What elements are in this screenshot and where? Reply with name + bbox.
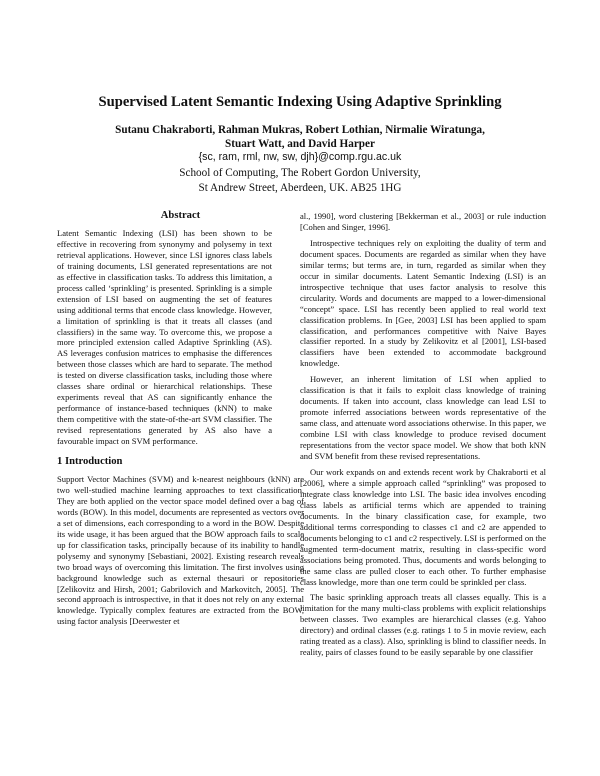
right-column <box>300 211 546 658</box>
affiliation-block <box>0 150 600 197</box>
abstract-text: Latent Semantic Indexing (LSI) has been shown to be effective in recovering from synonymy and polysemy in text retrieval applications. However, since LSI ignores class labels of training documents, LSI generated representations are not as effective in classification tasks. To address this limitation, a process called ‘sprinkling’ is presented. Sprinkling is a simple extension of LSI based on augmenting the set of features using additional terms that encode class knowledge. However, a limitation of sprinkling is that it treats all classes (and classifiers) in the same way. To overcome this, we propose a more principled extension called Adaptive Sprinkling (AS). AS leverages confusion matrices to emphasise the differences between those classes which are hard to separate. The method is tested on diverse classification tasks, including those where classes share ordinal or hierarchical relationships. These experiments reveal that AS can significantly enhance the performance of instance-based techniques (kNN) to make them competitive with the state-of-the-art SVM classifier. The revised representations generated by AS also have a favourable impact on SVM performance. <box>57 227 272 447</box>
intro-paragraph-1: Support Vector Machines (SVM) and k-nearest neighbours (kNN) are two well-studied machine learning approaches to text classification. They are both applied on the vector space model defined over a bag of words (BOW). In this model, documents are represented as vectors over a set of dimensions, each corresponding to a word in the BOW. Despite its wide usage, it has been argued that the BOW approach fails to scale up for classification tasks, principally because of its inability to handle polysemy and synonymy [Sebastiani, 2002]. Existing research reveals two broad ways of overcoming this limitation. The first involves using background knowledge such as external thesauri or repositories [Zelikovitz and Hirsh, 2001; Gabrilovich and Markovitch, 2005]. The second approach is introspective, in that it does not rely on any external knowledge. Typically complex features are extracted from the BOW, using factor analysis [Deerwester et <box>57 473 304 627</box>
intro-paragraph-5: The basic sprinkling approach treats all classes equally. This is a limitation for the many multi-class problems with explicit relationships between classes. Two examples are hierarchical classes (e.g. Yahoo directory) and ordinal classes (e.g. ratings 1 to 5 in movie review, each rating treated as a class). Also, sprinkling is blind to classifier needs. In reality, pairs of classes found to be easily separable by one classifier <box>300 592 546 658</box>
left-column <box>57 211 304 627</box>
affiliation-line-1: School of Computing, The Robert Gordon University, <box>179 166 421 179</box>
section-heading-introduction: 1 Introduction <box>57 456 123 468</box>
intro-paragraph-continued: al., 1990], word clustering [Bekkerman et al., 2003] or rule induction [Cohen and Singer, 1996]. <box>300 211 546 232</box>
author-emails: {sc, ram, rml, nw, sw, djh}@comp.rgu.ac.uk <box>198 151 402 163</box>
intro-paragraph-2: Introspective techniques rely on exploiting the duality of term and document spaces. Documents are regarded as similar when they have similar terms; but terms are, in turn, regarded as similar when they occur in similar documents. Latent Semantic Indexing (LSI) is an introspective technique that uses factor analysis to resolve this circularity. Words and documents are mapped to a lower-dimensional “concept” space. LSI has recently been applied to real world text classification problems. In [Gee, 2003] LSI has been applied to spam classification, and performances competitive with Naive Bayes classifier reported. In a study by Zelikovitz et al [2001], LSI-based classifiers have been extended to accommodate background knowledge. <box>300 237 546 369</box>
author-list <box>0 123 600 151</box>
intro-paragraph-3: However, an inherent limitation of LSI when applied to classification is that it fails to exploit class knowledge of training documents. If taken into account, class knowledge can lead LSI to promote inferred associations between words representative of the same class, and attenuate word associations otherwise. In this paper, we combine LSI with class knowledge to produce revised document representations from the vector space model. We show that both kNN and SVM benefit from these revised representations. <box>300 374 546 462</box>
author-line-1: Sutanu Chakraborti, Rahman Mukras, Robert Lothian, Nirmalie Wiratunga, <box>115 124 485 136</box>
affiliation-line-2: St Andrew Street, Aberdeen, UK. AB25 1HG <box>198 182 402 194</box>
paper-title: Supervised Latent Semantic Indexing Using Adaptive Sprinkling <box>98 94 502 110</box>
intro-paragraph-4: Our work expands on and extends recent work by Chakraborti et al [2006], where a simple approach called “sprinkling” was proposed to integrate class knowledge into LSI. The basic idea involves encoding class labels as artificial terms which are appended to training documents. In the binary classification case, for example, two additional terms corresponding to classes c1 and c2 are appended to documents belonging to c1 and c2 respectively. LSI is performed on the augmented term-document matrix, resulting in class-specific word associations being promoted. Thus, documents and words belonging to the same class are pulled closer to each other. To further emphasise class knowledge, more than one term could be sprinkled per class. <box>300 466 546 587</box>
author-line-2: Stuart Watt, and David Harper <box>225 138 375 150</box>
abstract-heading: Abstract <box>160 210 201 221</box>
